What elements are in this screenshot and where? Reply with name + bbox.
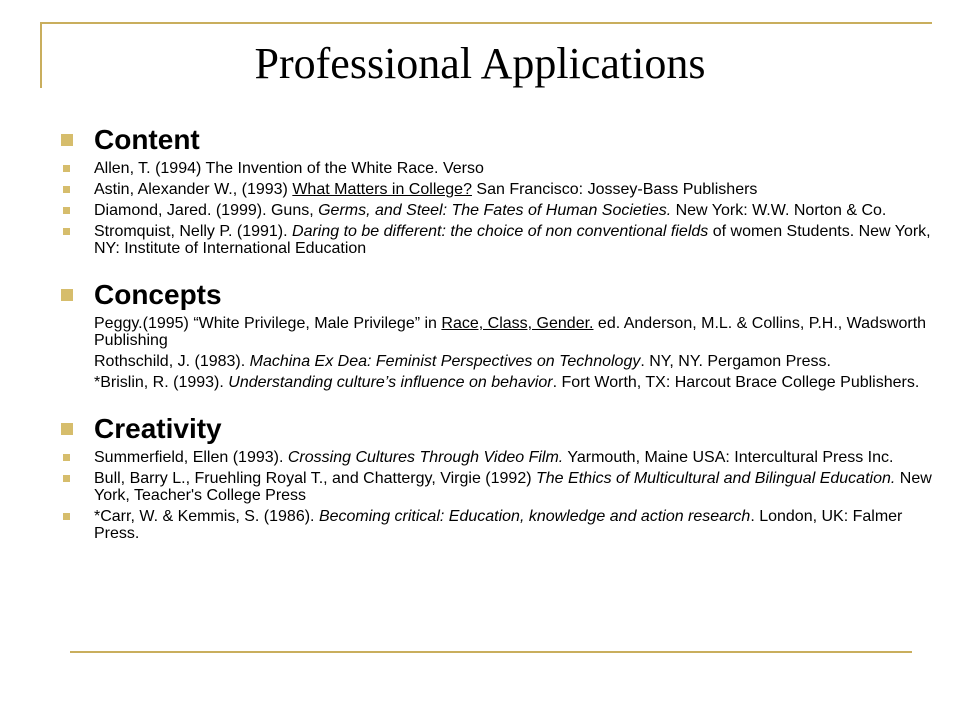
bullet-square-icon [63, 513, 70, 520]
bullet-square-icon [63, 475, 70, 482]
bullet-square-icon [63, 186, 70, 193]
bullet-square-icon [63, 228, 70, 235]
reference-item: Stromquist, Nelly P. (1991). Daring to be different: the choice of non conventional fields of women Students. New York, NY: Institute of International Education [58, 223, 950, 257]
reference-item: Diamond, Jared. (1999). Guns, Germs, and Steel: The Fates of Human Societies. New York: W.W. Norton & Co. [58, 202, 950, 219]
reference-item: Summerfield, Ellen (1993). Crossing Cultures Through Video Film. Yarmouth, Maine USA: Intercultural Press Inc. [58, 449, 950, 466]
section-heading-content: Content [58, 124, 950, 156]
bullet-square-icon [61, 134, 73, 146]
frame-rule-top [40, 22, 932, 24]
section-heading-creativity: Creativity [58, 413, 950, 445]
reference-item: Astin, Alexander W., (1993) What Matters in College? San Francisco: Jossey-Bass Publishers [58, 181, 950, 198]
slide-title: Professional Applications [254, 39, 706, 88]
reference-item: Bull, Barry L., Fruehling Royal T., and Chattergy, Virgie (1992) The Ethics of Multicultural and Bilingual Education. New York, Teacher's College Press [58, 470, 950, 504]
slide-body [58, 124, 950, 542]
reference-item: Allen, T. (1994) The Invention of the White Race. Verso [58, 160, 950, 177]
bullet-square-icon [63, 165, 70, 172]
reference-item: Rothschild, J. (1983). Machina Ex Dea: Feminist Perspectives on Technology. NY, NY. Pergamon Press. [94, 353, 831, 370]
bullet-square-icon [61, 289, 73, 301]
reference-item: *Carr, W. & Kemmis, S. (1986). Becoming critical: Education, knowledge and action research. London, UK: Falmer Press. [58, 508, 950, 542]
reference-item: *Brislin, R. (1993). Understanding culture’s influence on behavior. Fort Worth, TX: Harcout Brace College Publishers. [94, 374, 920, 391]
frame-rule-bottom [70, 651, 912, 653]
bullet-square-icon [63, 454, 70, 461]
reference-item: Peggy.(1995) “White Privilege, Male Privilege” in Race, Class, Gender. ed. Anderson, M.L. & Collins, P.H., Wadsworth Publishing [94, 315, 927, 349]
bullet-square-icon [61, 423, 73, 435]
section-heading-concepts: Concepts [58, 279, 950, 311]
bullet-square-icon [63, 207, 70, 214]
